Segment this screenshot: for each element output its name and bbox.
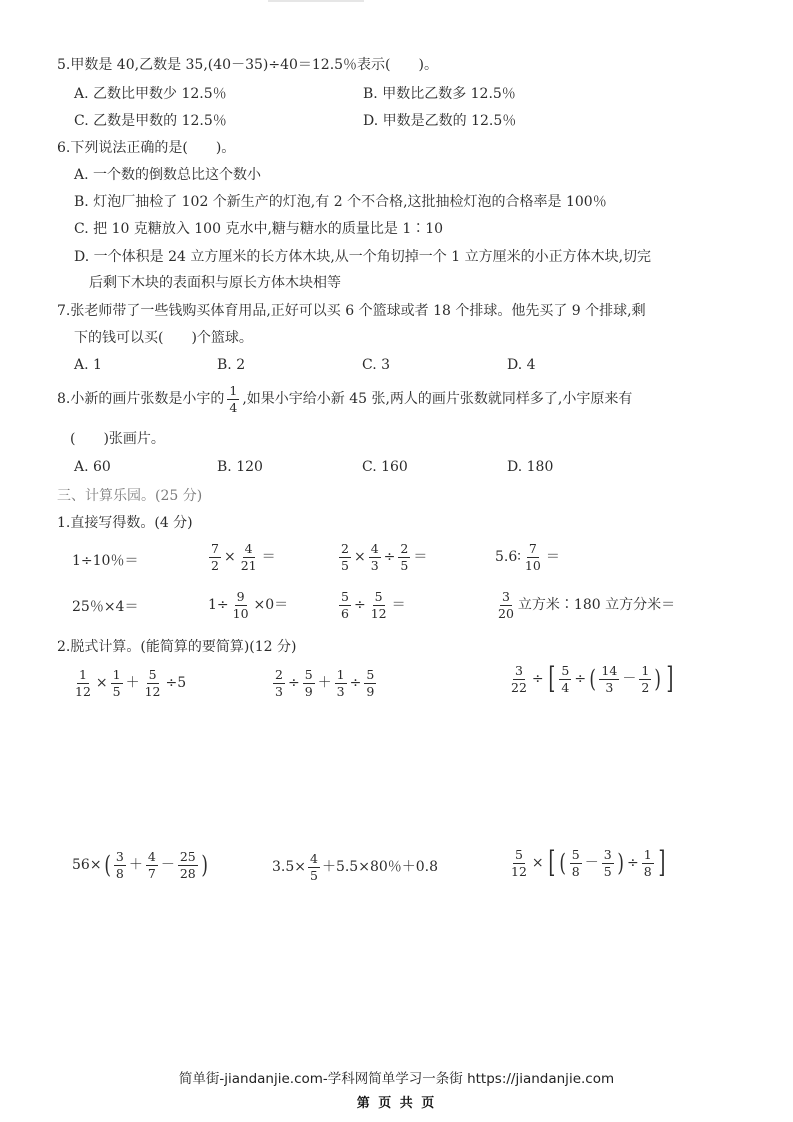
part-2-title: 2.脱式计算。(能简算的要简算)(12 分) — [57, 639, 297, 655]
question-7-stem-line1: 7.张老师带了一些钱购买体育用品,正好可以买 6 个篮球或者 18 个排球。他先买了 9 个排球,剩 — [57, 303, 646, 319]
question-8-stem-post: ,如果小宇给小新 45 张,两人的画片张数就同样多了,小宇原来有 — [242, 391, 633, 408]
question-8-stem-line2: ( )张画片。 — [70, 431, 165, 447]
calc-expr-4: 56× ( $\frac{3}{8}$ ＋ $\frac{4}{7}$ － $\frac{25}{28}$ ) — [72, 849, 208, 881]
question-6-option-d-line2: 后剩下木块的表面积与原长方体木块相等 — [89, 275, 341, 291]
calc-expr-1: $\frac{1}{12}$ × $\frac{1}{5}$ ＋ $\frac{5}{12}$ ÷5 — [75, 667, 187, 699]
oral-expr-7: $\frac{5}{6}$ ÷ $\frac{5}{12}$ ＝ — [341, 589, 406, 621]
oral-expr-4: 5.6∶ $\frac{7}{10}$ ＝ — [495, 541, 560, 573]
question-8-stem-pre: 8.小新的画片张数是小宇的 — [57, 391, 225, 408]
question-8-option-a: A. 60 — [74, 459, 111, 475]
oral-expr-1: 1÷10％＝ — [72, 553, 139, 569]
question-6-option-a: A. 一个数的倒数总比这个数小 — [74, 167, 262, 183]
question-5-option-a: A. 乙数比甲数少 12.5％ — [74, 86, 227, 102]
question-5-option-d: D. 甲数是乙数的 12.5％ — [363, 113, 517, 129]
question-7-option-a: A. 1 — [74, 357, 102, 373]
question-8-option-b: B. 120 — [217, 459, 263, 475]
oral-expr-2: $\frac{7}{2}$ × $\frac{4}{21}$ ＝ — [211, 541, 276, 573]
question-7-stem-line2: 下的钱可以买( )个篮球。 — [74, 330, 253, 346]
question-6-option-b: B. 灯泡厂抽检了 102 个新生产的灯泡,有 2 个不合格,这批抽检灯泡的合格率是 100％ — [74, 194, 607, 210]
calc-expr-6: $\frac{5}{12}$ × [ ( $\frac{5}{8}$ － $\frac{3}{5}$ ) ÷ $\frac{1}{8}$ ] — [511, 845, 666, 881]
question-6-option-c: C. 把 10 克糖放入 100 克水中,糖与糖水的质量比是 1∶10 — [74, 221, 444, 237]
calc-expr-2: $\frac{2}{3}$ ÷ $\frac{5}{9}$ ＋ $\frac{1}{3}$ ÷ $\frac{5}{9}$ — [275, 667, 375, 699]
oral-expr-8-tail: 立方米∶180 立方分米＝ — [517, 597, 676, 614]
section-3-title: 三、计算乐园。(25 分) — [57, 488, 203, 504]
oral-expr-3: $\frac{2}{5}$ × $\frac{4}{3}$ ÷ $\frac{2}{5}$ ＝ — [341, 541, 428, 573]
question-7-option-c: C. 3 — [362, 357, 391, 373]
oral-expr-6: 1÷ $\frac{9}{10}$ ×0＝ — [208, 589, 289, 621]
fraction-denominator: 4 — [229, 399, 238, 415]
question-6-option-d-line1: D. 一个体积是 24 立方厘米的长方体木块,从一个角切掉一个 1 立方厘米的小正方体木块,切完 — [74, 249, 652, 265]
fraction-numerator: 1 — [229, 383, 238, 398]
question-8-stem-line1 — [57, 384, 632, 415]
page-number: 第 页 共 页 — [356, 1096, 437, 1111]
question-5-option-c: C. 乙数是甲数的 12.5％ — [74, 113, 227, 129]
calc-expr-5-tail: ＋5.5×80％＋0.8 — [321, 859, 439, 876]
question-5-stem: 5.甲数是 40,乙数是 35,(40－35)÷40＝12.5％表示( )。 — [57, 57, 438, 73]
question-6-stem: 6.下列说法正确的是( )。 — [57, 140, 236, 156]
question-7-option-d: D. 4 — [507, 357, 536, 373]
calc-expr-5-lead: 3.5× — [272, 859, 306, 876]
question-7-option-b: B. 2 — [217, 357, 246, 373]
calc-expr-3: $\frac{3}{22}$ ÷ [ $\frac{5}{4}$ ÷ ( $\frac{14}{3}$ － $\frac{1}{2}$ ) ] — [511, 661, 674, 697]
oral-expr-8: $\frac{3}{20}$ 立方米∶180 立方分米＝ — [498, 589, 676, 621]
part-1-title: 1.直接写得数。(4 分) — [57, 515, 193, 531]
calc-expr-5: 3.5× $\frac{4}{5}$ ＋5.5×80％＋0.8 — [272, 851, 439, 883]
oral-expr-5: 25％×4＝ — [72, 599, 139, 615]
question-8-option-d: D. 180 — [507, 459, 554, 475]
question-8-fraction — [227, 384, 239, 415]
calc-expr-4-lead: 56× — [72, 857, 102, 874]
question-5-option-b: B. 甲数比乙数多 12.5％ — [363, 86, 516, 102]
footer-site-line: 简单街-jiandanjie.com-学科网简单学习一条街 https://jiandanjie.com — [178, 1071, 615, 1087]
question-8-option-c: C. 160 — [362, 459, 408, 475]
top-scan-mark — [268, 0, 364, 2]
